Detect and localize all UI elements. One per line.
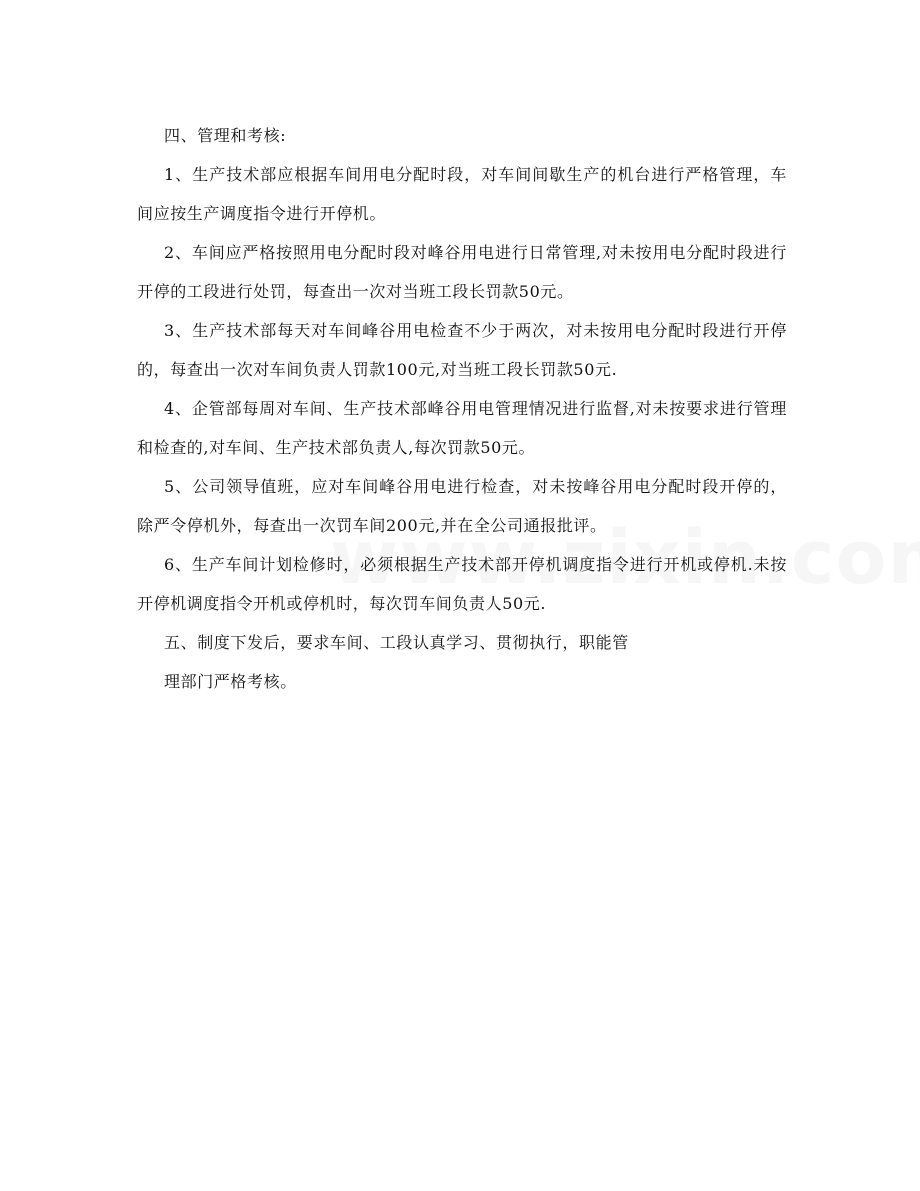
- clause-5: 5、公司领导值班，应对车间峰谷用电进行检查，对未按峰谷用电分配时段开停的，除严令停机外，每查出一次罚车间200元,并在全公司通报批评。: [137, 477, 787, 535]
- clause-2: 2、车间应严格按照用电分配时段对峰谷用电进行日常管理,对未按用电分配时段进行开停的工段进行处罚，每查出一次对当班工段长罚款50元。: [137, 243, 787, 301]
- clause-1: 1、生产技术部应根据车间用电分配时段，对车间间歇生产的机台进行严格管理，车间应按生产调度指令进行开停机。: [137, 165, 787, 223]
- clause-4: 4、企管部每周对车间、生产技术部峰谷用电管理情况进行监督,对未按要求进行管理和检查的,对车间、生产技术部负责人,每次罚款50元。: [137, 399, 787, 457]
- clause-6: 6、生产车间计划检修时，必须根据生产技术部开停机调度指令进行开机或停机.未按开停机调度指令开机或停机时，每次罚车间负责人50元.: [137, 555, 787, 613]
- section-five-line-2: 理部门严格考核。: [164, 672, 297, 691]
- document-body: [137, 116, 787, 701]
- clause-3: 3、生产技术部每天对车间峰谷用电检查不少于两次，对未按用电分配时段进行开停的，每查出一次对车间负责人罚款100元,对当班工段长罚款50元.: [137, 321, 787, 379]
- section-five-line-1: 五、制度下发后，要求车间、工段认真学习、贯彻执行，职能管: [164, 633, 629, 652]
- section-four-heading: 四、管理和考核:: [164, 126, 287, 145]
